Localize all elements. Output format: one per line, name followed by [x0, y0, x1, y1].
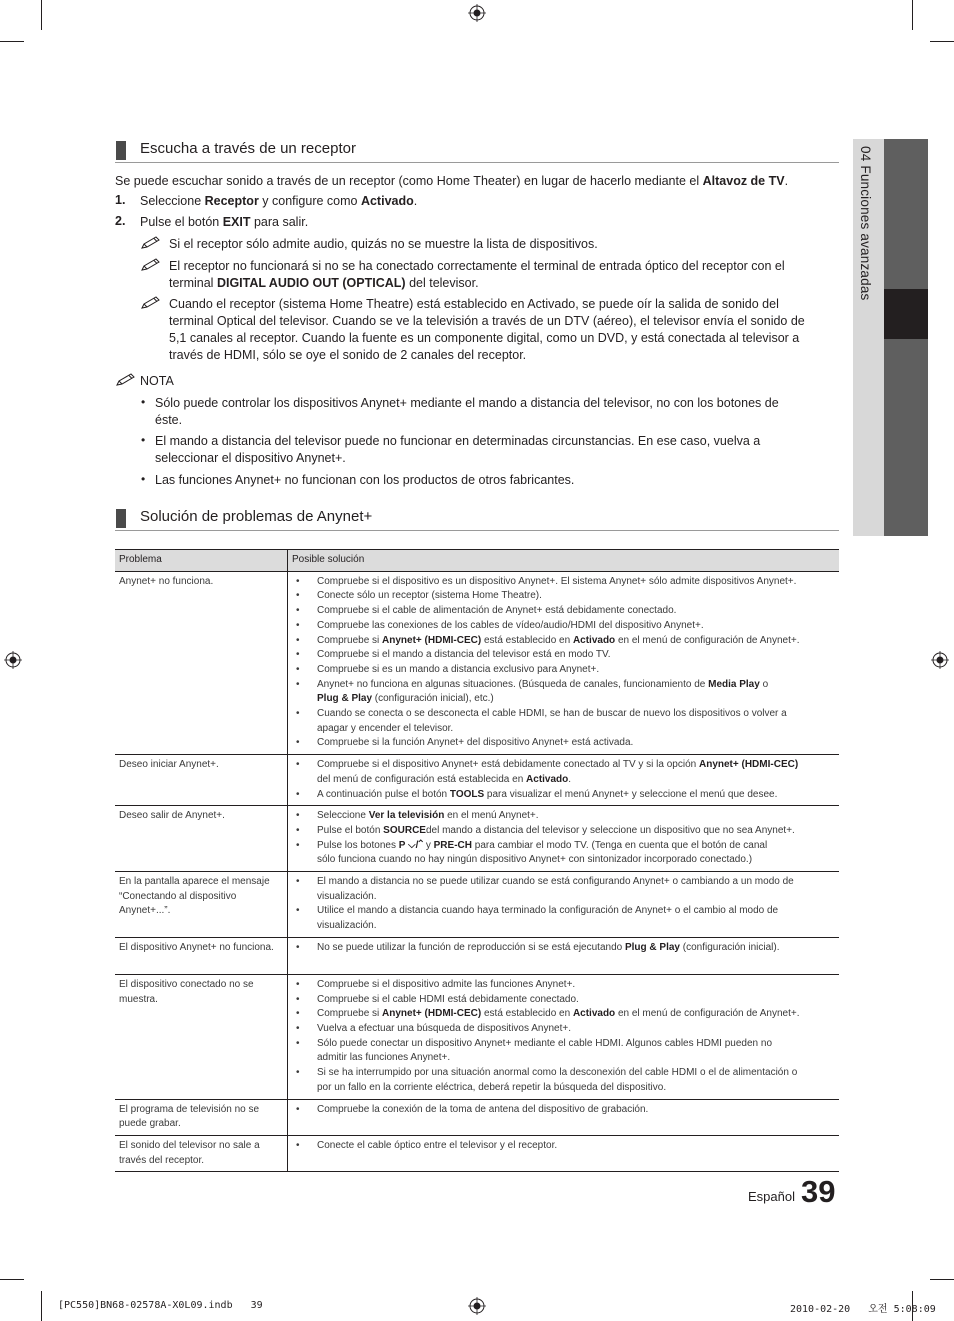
solution-text: Compruebe las conexiones de los cables de vídeo/audio/HDMI del dispositivo Anynet+. — [317, 619, 704, 631]
table-row — [115, 974, 839, 1099]
problem-cell: El dispositivo conectado no se muestra. — [115, 974, 288, 1099]
table-row — [115, 872, 839, 938]
crop-mark — [930, 1279, 954, 1280]
solution-text: Compruebe si el mando a distancia del televisor está en modo TV. — [317, 649, 611, 661]
registration-mark-icon — [468, 1297, 486, 1315]
note-line: terminal Optical del televisor. Cuando se ve la televisión a través de un DTV (aéreo), el televisor envía el sonido de — [169, 314, 805, 328]
problem-cell: El dispositivo Anynet+ no funciona. — [115, 937, 288, 974]
bullet-line: Las funciones Anynet+ no funcionan con los productos de otros fabricantes. — [155, 473, 575, 487]
page-language: Español — [748, 1189, 795, 1204]
section-title: Solución de problemas de Anynet+ — [140, 508, 373, 525]
note-text — [169, 296, 834, 364]
solution-text: Compruebe si el dispositivo Anynet+ está debidamente conectado al TV y si la opción Anynet+ (HDMI-CEC) del menú de configuración está establecida en Activado. — [317, 759, 799, 785]
solution-item — [292, 1007, 835, 1022]
step-text-part: . — [413, 194, 418, 208]
bullet-dot: • — [296, 634, 300, 646]
solution-cell — [288, 872, 840, 938]
note-line: 5,1 canales al receptor. Cuando la fuente es un componente digital, como un DVD, y está conectada al televisor a — [169, 331, 800, 345]
solution-text: Sólo puede conectar un dispositivo Anynet+ mediante el cable HDMI. Algunos cables HDMI pueden no admitir las funciones Anynet+. — [317, 1037, 772, 1064]
bullet-dot: • — [141, 395, 146, 409]
registration-mark-icon — [468, 4, 486, 22]
solution-text: Si se ha interrumpido por una situación anormal como la desconexión del cable HDMI o el de alimentación o por un fallo en la corriente eléctrica, deberá repetir la búsqueda del dispositivo. — [317, 1067, 798, 1093]
solution-text: Compruebe si la función Anynet+ del dispositivo Anynet+ está activada. — [317, 737, 634, 749]
note-pencil-icon — [115, 373, 137, 387]
solution-cell — [288, 1099, 840, 1135]
solution-text: Cuando se conecta o se desconecta el cable HDMI, se han de buscar de nuevo los dispositivos o volver a apagar y encender el televisor. — [317, 708, 787, 734]
solution-item — [292, 758, 835, 787]
solution-cell — [288, 571, 840, 754]
bullet-dot: • — [296, 1037, 300, 1049]
step-text — [140, 193, 417, 210]
column-header: Problema — [115, 550, 288, 572]
problem-cell: Deseo iniciar Anynet+. — [115, 755, 288, 806]
section-marker — [116, 141, 126, 160]
solution-text: Compruebe si Anynet+ (HDMI-CEC) está establecido en Activado en el menú de configuración de Anynet+. — [317, 1008, 800, 1020]
solution-item — [292, 824, 835, 839]
note-line: Si el receptor sólo admite audio, quizás no se muestre la lista de dispositivos. — [169, 237, 598, 251]
crop-mark — [912, 0, 913, 30]
intro-text-end: . — [784, 174, 789, 188]
bullet-line: seleccionar el dispositivo Anynet+. — [155, 451, 346, 465]
bullet-dot: • — [296, 993, 300, 1005]
solution-cell — [288, 755, 840, 806]
nota-label: NOTA — [140, 374, 174, 388]
solution-item — [292, 648, 835, 663]
solution-text: Compruebe si el dispositivo es un dispositivo Anynet+. El sistema Anynet+ sólo admite dispositivos Anynet+. — [317, 575, 797, 587]
table-row — [115, 1099, 839, 1135]
solution-item — [292, 634, 835, 649]
solution-text: Compruebe si el cable de alimentación de Anynet+ está debidamente conectado. — [317, 605, 677, 617]
bullet-dot: • — [296, 1008, 300, 1020]
solution-text: Seleccione Ver la televisión en el menú Anynet+. — [317, 810, 539, 822]
print-slug-date: 2010-02-20 오전 5:08:09 — [790, 1304, 936, 1315]
solution-item — [292, 589, 835, 604]
solution-text: Anynet+ no funciona en algunas situaciones. (Búsqueda de canales, funcionamiento de Media Play o Plug & Play (configuración inicial), etc.) — [317, 678, 769, 705]
step-text-part: Seleccione — [140, 194, 205, 208]
section-title: Escucha a través de un receptor — [140, 140, 356, 157]
crop-mark — [930, 41, 954, 42]
problem-cell: Deseo salir de Anynet+. — [115, 806, 288, 872]
bullet-line: Sólo puede controlar los dispositivos Anynet+ mediante el mando a distancia del televisor, no con los botones de — [155, 396, 779, 410]
note-text — [169, 258, 834, 292]
solution-text: Utilice el mando a distancia cuando haya terminado la configuración de Anynet+ o el cambio al modo de visualización. — [317, 905, 779, 932]
note-line: Cuando el receptor (sistema Home Theatre) está establecido en Activado, se puede oír la salida de sonido del — [169, 297, 779, 311]
solution-item — [292, 678, 835, 707]
solution-text: Conecte sólo un receptor (sistema Home Theatre). — [317, 590, 542, 602]
bullet-dot: • — [296, 839, 300, 851]
page-number: 39 — [801, 1174, 836, 1209]
step-text — [140, 214, 308, 231]
solution-cell — [288, 806, 840, 872]
solution-text: Compruebe si Anynet+ (HDMI-CEC) está establecido en Activado en el menú de configuración de Anynet+. — [317, 634, 800, 646]
bullet-dot: • — [141, 472, 146, 486]
column-header: Posible solución — [288, 550, 840, 572]
solution-text: Conecte el cable óptico entre el televisor y el receptor. — [317, 1139, 558, 1151]
intro-emphasis: Altavoz de TV — [702, 174, 785, 188]
step-keyword: Receptor — [204, 194, 259, 208]
bullet-dot: • — [296, 810, 300, 822]
solution-item — [292, 1022, 835, 1037]
note-pencil-icon — [140, 236, 162, 250]
step-text-part: y configure como — [258, 194, 361, 208]
bullet-dot: • — [296, 978, 300, 990]
solution-item — [292, 575, 835, 590]
solution-item — [292, 788, 835, 803]
note-line: través de HDMI, sólo se oye el sonido de 2 canales del receptor. — [169, 348, 527, 362]
solution-item — [292, 1066, 835, 1095]
solution-cell — [288, 937, 840, 974]
bullet-dot: • — [296, 824, 300, 836]
note-pencil-icon — [140, 296, 162, 310]
troubleshooting-table — [115, 549, 839, 1172]
table-row — [115, 806, 839, 872]
bullet-dot: • — [296, 649, 300, 661]
table-row — [115, 1135, 839, 1171]
solution-item — [292, 1037, 835, 1066]
step-number: 1. — [115, 193, 126, 207]
side-tab-block — [884, 339, 928, 536]
bullet-line: éste. — [155, 413, 183, 427]
side-tab-block — [884, 139, 928, 289]
crop-mark — [41, 1291, 42, 1321]
bullet-dot: • — [296, 941, 300, 953]
solution-item — [292, 604, 835, 619]
problem-cell: En la pantalla aparece el mensaje “Conectando al dispositivo Anynet+...”. — [115, 872, 288, 938]
solution-item — [292, 809, 835, 824]
side-tab-active-block — [884, 289, 928, 339]
bullet-dot: • — [296, 1103, 300, 1115]
problem-cell: El sonido del televisor no sale a través del receptor. — [115, 1135, 288, 1171]
crop-mark — [41, 0, 42, 30]
bullet-dot: • — [296, 788, 300, 800]
bullet-dot: • — [296, 575, 300, 587]
solution-text: Pulse el botón SOURCEdel mando a distancia del televisor y seleccione un dispositivo que no sea Anynet+. — [317, 824, 795, 836]
side-tab-label: 04 Funciones avanzadas — [858, 146, 873, 301]
solution-text: Vuelva a efectuar una búsqueda de dispositivos Anynet+. — [317, 1022, 571, 1034]
crop-mark — [0, 1279, 24, 1280]
registration-mark-icon — [4, 651, 22, 669]
bullet-line: El mando a distancia del televisor puede no funcionar en determinadas circunstancias. En ese caso, vuelva a — [155, 434, 761, 448]
solution-item — [292, 993, 835, 1008]
section-marker — [116, 509, 126, 528]
table-row — [115, 755, 839, 806]
note-line-rich: terminal DIGITAL AUDIO OUT (OPTICAL) del televisor. — [169, 276, 479, 290]
solution-text: Compruebe si el dispositivo admite las funciones Anynet+. — [317, 978, 576, 990]
intro-paragraph — [115, 173, 845, 190]
step-text-part: Pulse el botón — [140, 215, 223, 229]
nota-bullet — [155, 472, 835, 489]
solution-item — [292, 736, 835, 751]
section-rule — [115, 162, 839, 163]
bullet-dot: • — [296, 678, 300, 690]
bullet-dot: • — [296, 737, 300, 749]
solution-item — [292, 904, 835, 933]
solution-item — [292, 1139, 835, 1154]
crop-mark — [0, 41, 24, 42]
solution-item — [292, 663, 835, 678]
bullet-dot: • — [141, 433, 146, 447]
bullet-dot: • — [296, 708, 300, 720]
note-pencil-icon — [140, 258, 162, 272]
table-header-row — [115, 550, 839, 572]
bullet-dot: • — [296, 619, 300, 631]
print-slug-file: [PC550]BN68-02578A-X0L09.indb 39 — [58, 1300, 263, 1311]
step-keyword: EXIT — [222, 215, 251, 229]
solution-item — [292, 941, 835, 956]
problem-cell: El programa de televisión no se puede grabar. — [115, 1099, 288, 1135]
solution-text: Compruebe la conexión de la toma de antena del dispositivo de grabación. — [317, 1103, 649, 1115]
solution-text: Pulse los botones P ⌵/⌃ y PRE-CH para cambiar el modo TV. (Tenga en cuenta que el botón de canal sólo funciona cuando no hay ningún dispositivo Anynet+ con sintonizador incorporado conectado.) — [317, 839, 768, 866]
solution-text: Compruebe si el cable HDMI está debidamente conectado. — [317, 993, 579, 1005]
solution-item — [292, 978, 835, 993]
bullet-dot: • — [296, 1139, 300, 1151]
solution-text: No se puede utilizar la función de reproducción si se está ejecutando Plug & Play (configuración inicial). — [317, 941, 780, 953]
solution-item — [292, 1103, 835, 1118]
bullet-dot: • — [296, 605, 300, 617]
step-text-part: para salir. — [250, 215, 309, 229]
bullet-dot: • — [296, 663, 300, 675]
nota-bullet — [155, 433, 835, 467]
solution-text: El mando a distancia no se puede utilizar cuando se está configurando Anynet+ o cambiando a un modo de visualización. — [317, 876, 794, 902]
bullet-dot: • — [296, 759, 300, 771]
solution-text: Compruebe si es un mando a distancia exclusivo para Anynet+. — [317, 663, 600, 675]
nota-bullet — [155, 395, 835, 429]
registration-mark-icon — [931, 651, 949, 669]
step-number: 2. — [115, 214, 126, 228]
problem-cell: Anynet+ no funciona. — [115, 571, 288, 754]
bullet-dot: • — [296, 590, 300, 602]
solution-item — [292, 839, 835, 868]
solution-item — [292, 619, 835, 634]
note-line: El receptor no funcionará si no se ha conectado correctamente el terminal de entrada óptico del receptor con el — [169, 259, 785, 273]
bullet-dot: • — [296, 1067, 300, 1079]
table-row — [115, 571, 839, 754]
solution-text: A continuación pulse el botón TOOLS para visualizar el menú Anynet+ y seleccione el menú que desee. — [317, 788, 778, 800]
section-rule — [115, 530, 839, 531]
step-keyword: Activado — [360, 194, 414, 208]
bullet-dot: • — [296, 1022, 300, 1034]
solution-item — [292, 707, 835, 736]
intro-text: Se puede escuchar sonido a través de un receptor (como Home Theater) en lugar de hacerlo mediante el — [115, 174, 703, 188]
solution-item — [292, 875, 835, 904]
note-text — [169, 236, 834, 253]
bullet-dot: • — [296, 905, 300, 917]
bullet-dot: • — [296, 876, 300, 888]
solution-cell — [288, 1135, 840, 1171]
table-row — [115, 937, 839, 974]
solution-cell — [288, 974, 840, 1099]
